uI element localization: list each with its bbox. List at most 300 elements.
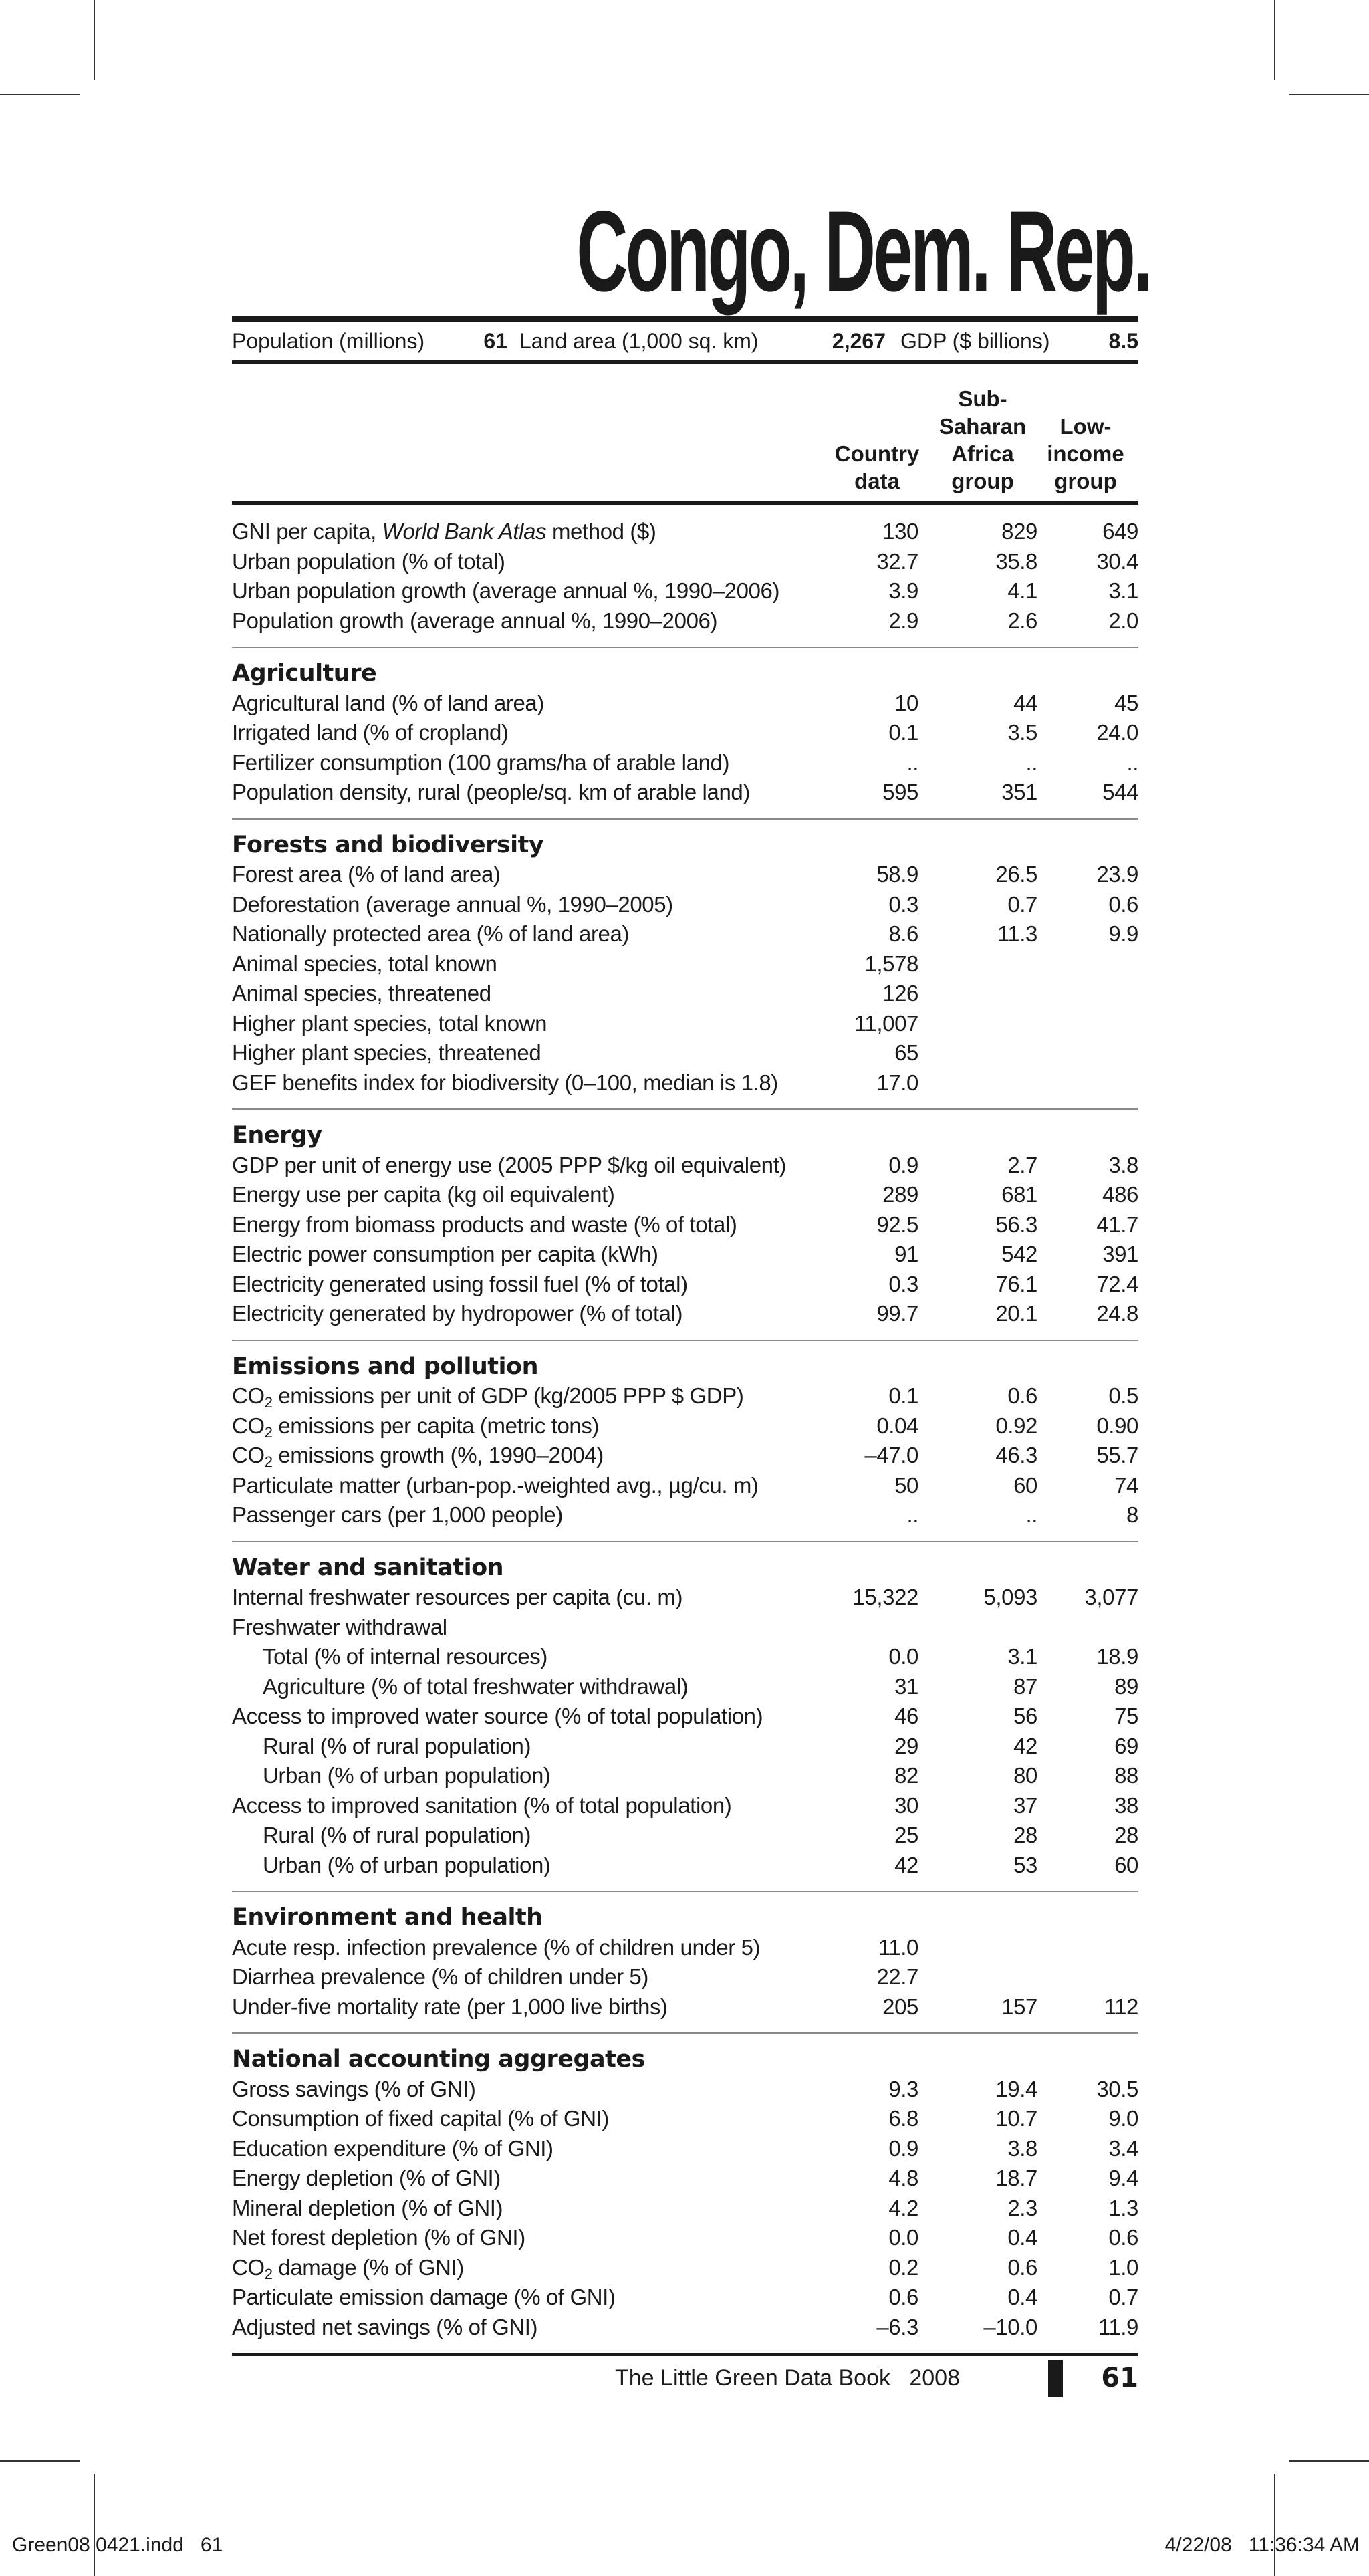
row-label-text-after: emissions growth (%, 1990–2004) bbox=[272, 1443, 604, 1468]
section-heading: Forests and biodiversity bbox=[232, 831, 544, 858]
row-label-text: Fertilizer consumption (100 grams/ha of arable land) bbox=[232, 749, 730, 775]
row-label bbox=[232, 1411, 599, 1441]
ssa-value: .. bbox=[1025, 1502, 1037, 1527]
section-heading: National accounting aggregates bbox=[232, 2046, 645, 2073]
country-value: 4.2 bbox=[888, 2195, 918, 2220]
section-heading: Agriculture bbox=[232, 660, 377, 687]
table-row bbox=[232, 1732, 1138, 1762]
row-label bbox=[232, 2163, 501, 2194]
low-income-value: 0.7 bbox=[1108, 2285, 1138, 2309]
table-row bbox=[232, 1851, 1138, 1881]
spacer bbox=[232, 2022, 1138, 2032]
row-label bbox=[232, 979, 491, 1009]
low-income-value: 75 bbox=[1114, 1704, 1138, 1728]
country-value: 0.0 bbox=[888, 1644, 918, 1669]
low-income-value: 23.9 bbox=[1096, 862, 1138, 887]
table-row bbox=[232, 718, 1138, 748]
spacer bbox=[232, 2034, 1138, 2044]
country-value: 25 bbox=[894, 1823, 918, 1847]
table-row bbox=[232, 778, 1138, 808]
low-income-value: 30.4 bbox=[1096, 548, 1138, 574]
row-label-text: Population growth (average annual %, 1990–2006) bbox=[232, 608, 718, 633]
country-value: 32.7 bbox=[876, 548, 918, 574]
low-income-value: 30.5 bbox=[1096, 2076, 1138, 2101]
ssa-value: 53 bbox=[1013, 1852, 1037, 1877]
table-row bbox=[232, 1151, 1138, 1181]
country-value: 29 bbox=[894, 1733, 918, 1758]
low-income-value: 544 bbox=[1102, 780, 1138, 804]
ssa-value: 2.6 bbox=[1007, 608, 1037, 633]
country-value: 91 bbox=[894, 1242, 918, 1266]
ssa-value: 157 bbox=[1001, 1994, 1037, 2019]
table-row bbox=[232, 1299, 1138, 1329]
spacer bbox=[232, 1880, 1138, 1891]
row-label-text: Freshwater withdrawal bbox=[232, 1614, 447, 1639]
table-row bbox=[232, 1702, 1138, 1732]
country-value: 126 bbox=[882, 981, 918, 1006]
row-label-italic: World Bank Atlas bbox=[382, 519, 547, 544]
land-area-value: 2,267 bbox=[832, 328, 886, 353]
low-income-value: 3.1 bbox=[1108, 578, 1138, 603]
book-title: The Little Green Data Book 2008 bbox=[615, 2365, 960, 2391]
low-income-value: .. bbox=[1126, 749, 1138, 775]
row-label-text: Deforestation (average annual %, 1990–2005) bbox=[232, 891, 673, 917]
ssa-value: 60 bbox=[1013, 1472, 1037, 1498]
row-label-text: Nationally protected area (% of land area) bbox=[232, 921, 630, 946]
ssa-value: 0.6 bbox=[1007, 2254, 1037, 2280]
table-row bbox=[232, 1038, 1138, 1068]
table-row bbox=[232, 1613, 1138, 1643]
table-row bbox=[232, 1068, 1138, 1098]
table-row bbox=[232, 2253, 1138, 2283]
low-income-value: 391 bbox=[1102, 1242, 1138, 1266]
row-label-text: Under-five mortality rate (per 1,000 live births) bbox=[232, 1994, 668, 2019]
ssa-value: 18.7 bbox=[995, 2165, 1037, 2190]
row-label-text: Urban (% of urban population) bbox=[263, 1763, 551, 1788]
low-income-value: 0.90 bbox=[1096, 1413, 1138, 1438]
table-row bbox=[232, 576, 1138, 606]
country-value: .. bbox=[906, 1502, 918, 1527]
ssa-value: 19.4 bbox=[995, 2076, 1037, 2101]
spacer bbox=[232, 1892, 1138, 1903]
row-label bbox=[232, 2313, 537, 2343]
table-row bbox=[232, 1009, 1138, 1039]
row-label bbox=[263, 1672, 688, 1702]
table-row bbox=[232, 1791, 1138, 1821]
row-label-text: Particulate emission damage (% of GNI) bbox=[232, 2285, 616, 2309]
low-income-value: 649 bbox=[1102, 519, 1138, 544]
ssa-value: 681 bbox=[1001, 1182, 1037, 1207]
spacer bbox=[232, 505, 1138, 517]
table-row bbox=[232, 1821, 1138, 1851]
low-income-value: 0.6 bbox=[1108, 891, 1138, 917]
row-label bbox=[263, 1851, 551, 1881]
row-label bbox=[263, 1732, 531, 1762]
row-label-text: Diarrhea prevalence (% of children under 5) bbox=[232, 1964, 648, 1989]
ssa-value: 0.7 bbox=[1007, 891, 1037, 917]
country-value: 11,007 bbox=[854, 1010, 918, 1036]
ssa-value: 2.7 bbox=[1007, 1152, 1037, 1177]
row-label-text: Energy depletion (% of GNI) bbox=[232, 2165, 501, 2190]
ssa-value: 10.7 bbox=[995, 2106, 1037, 2131]
row-label bbox=[232, 1583, 682, 1613]
spacer bbox=[232, 1110, 1138, 1121]
row-label bbox=[263, 1821, 531, 1851]
ssa-value: 11.3 bbox=[997, 921, 1037, 946]
table-row bbox=[232, 1411, 1138, 1441]
row-label-text: CO bbox=[232, 1383, 265, 1408]
country-value: 46 bbox=[894, 1704, 918, 1728]
row-label-text: Agricultural land (% of land area) bbox=[232, 690, 544, 715]
crop-mark bbox=[1274, 0, 1275, 80]
row-label bbox=[232, 689, 544, 719]
low-income-value: 18.9 bbox=[1096, 1644, 1138, 1669]
table-row bbox=[232, 1642, 1138, 1672]
gdp-value: 8.5 bbox=[1108, 328, 1138, 353]
country-value: 10 bbox=[894, 690, 918, 715]
row-label-text: Net forest depletion (% of GNI) bbox=[232, 2225, 525, 2250]
ssa-value: 44 bbox=[1013, 690, 1037, 715]
low-income-value: 24.8 bbox=[1096, 1301, 1138, 1326]
table-row bbox=[232, 2223, 1138, 2253]
row-label bbox=[232, 1992, 668, 2022]
crop-mark bbox=[94, 0, 95, 80]
land-area-label: Land area (1,000 sq. km) bbox=[519, 328, 759, 353]
low-income-value: 38 bbox=[1114, 1792, 1138, 1818]
country-value: 0.1 bbox=[888, 720, 918, 745]
section-heading: Water and sanitation bbox=[232, 1554, 504, 1581]
table-row bbox=[232, 2194, 1138, 2224]
ssa-value: 87 bbox=[1013, 1673, 1037, 1699]
row-label bbox=[232, 2282, 616, 2313]
row-label-text: Energy use per capita (kg oil equivalent) bbox=[232, 1182, 615, 1207]
country-value: 130 bbox=[882, 519, 918, 544]
ssa-value: 4.1 bbox=[1007, 578, 1037, 603]
table-row bbox=[232, 1210, 1138, 1240]
row-label bbox=[232, 1299, 682, 1329]
ssa-value: 351 bbox=[1001, 780, 1037, 804]
table-row bbox=[232, 1471, 1138, 1501]
crop-mark bbox=[94, 2474, 95, 2576]
low-income-value: 0.5 bbox=[1108, 1383, 1138, 1408]
spacer bbox=[232, 2342, 1138, 2353]
row-label bbox=[232, 860, 501, 890]
low-income-value: 9.0 bbox=[1108, 2106, 1138, 2131]
row-label-text: Gross savings (% of GNI) bbox=[232, 2076, 476, 2101]
row-label bbox=[232, 1500, 563, 1530]
low-income-value: 11.9 bbox=[1098, 2314, 1138, 2339]
row-label bbox=[232, 1240, 658, 1270]
ssa-value: 80 bbox=[1013, 1763, 1037, 1788]
low-income-value: 486 bbox=[1102, 1182, 1138, 1207]
ssa-value: 56.3 bbox=[995, 1211, 1037, 1237]
ssa-value: .. bbox=[1025, 749, 1037, 775]
row-label-text: Higher plant species, total known bbox=[232, 1010, 547, 1036]
page-footer bbox=[615, 2360, 1138, 2397]
low-income-value: 112 bbox=[1104, 1994, 1138, 2019]
table-row bbox=[232, 1441, 1138, 1471]
country-value: 2.9 bbox=[888, 608, 918, 633]
row-label-text-after: emissions per unit of GDP (kg/2005 PPP $ GDP) bbox=[272, 1383, 744, 1408]
row-label bbox=[232, 1270, 688, 1300]
column-headers bbox=[232, 364, 1138, 501]
table-row bbox=[232, 547, 1138, 577]
row-label bbox=[232, 890, 673, 920]
country-value: 0.6 bbox=[888, 2285, 918, 2309]
column-header-ssa: Sub- Saharan Africa group bbox=[939, 386, 1027, 493]
low-income-value: 60 bbox=[1114, 1852, 1138, 1877]
low-income-value: 1.3 bbox=[1108, 2195, 1138, 2220]
row-label bbox=[232, 919, 629, 949]
section-heading: Emissions and pollution bbox=[232, 1353, 538, 1380]
low-income-value: 9.4 bbox=[1108, 2165, 1138, 2190]
table-row bbox=[232, 2282, 1138, 2313]
row-label bbox=[232, 1702, 763, 1732]
country-value: 65 bbox=[894, 1040, 918, 1065]
row-label-text: Electric power consumption per capita (kWh) bbox=[232, 1242, 658, 1266]
row-label bbox=[263, 1642, 547, 1672]
low-income-value: 89 bbox=[1114, 1673, 1138, 1699]
row-label-text: Adjusted net savings (% of GNI) bbox=[232, 2314, 538, 2339]
low-income-value: 2.0 bbox=[1108, 608, 1138, 633]
country-value: 30 bbox=[894, 1792, 918, 1818]
country-value: 0.04 bbox=[876, 1413, 918, 1438]
ssa-value: 42 bbox=[1013, 1733, 1037, 1758]
row-label bbox=[232, 1613, 447, 1643]
row-label bbox=[232, 1068, 778, 1098]
row-label bbox=[232, 2253, 464, 2283]
table-row bbox=[232, 606, 1138, 636]
table-row bbox=[232, 1270, 1138, 1300]
row-label-text: Energy from biomass products and waste (% of total) bbox=[232, 1211, 737, 1237]
slug-timestamp: 4/22/08 11:36:34 AM bbox=[1164, 2534, 1360, 2556]
country-value: 92.5 bbox=[876, 1211, 918, 1237]
table-row bbox=[232, 2313, 1138, 2343]
country-value: 0.2 bbox=[888, 2254, 918, 2280]
low-income-value: 3,077 bbox=[1084, 1585, 1138, 1609]
low-income-value: 72.4 bbox=[1096, 1271, 1138, 1296]
row-label-text: GDP per unit of energy use (2005 PPP $/kg oil equivalent) bbox=[232, 1152, 786, 1177]
table-row bbox=[232, 2104, 1138, 2134]
row-label-text-after: method ($) bbox=[546, 519, 656, 544]
spacer bbox=[232, 636, 1138, 647]
row-label-text-after: damage (% of GNI) bbox=[272, 2254, 464, 2280]
table-row bbox=[232, 1500, 1138, 1530]
country-value: 58.9 bbox=[876, 862, 918, 887]
ssa-value: 0.6 bbox=[1007, 1383, 1037, 1408]
low-income-value: 45 bbox=[1114, 690, 1138, 715]
table-row bbox=[232, 860, 1138, 890]
country-value: 0.3 bbox=[888, 891, 918, 917]
table-row bbox=[232, 979, 1138, 1009]
country-value: 0.3 bbox=[888, 1271, 918, 1296]
section-heading: Energy bbox=[232, 1122, 322, 1149]
row-label bbox=[232, 2194, 503, 2224]
ssa-value: 829 bbox=[1001, 519, 1037, 544]
low-income-value: 74 bbox=[1114, 1472, 1138, 1498]
crop-mark bbox=[1289, 2460, 1369, 2462]
row-label-text: Animal species, total known bbox=[232, 951, 497, 976]
spacer bbox=[232, 1329, 1138, 1340]
country-value: 82 bbox=[894, 1763, 918, 1788]
country-value: 8.6 bbox=[888, 921, 918, 946]
low-income-value: 55.7 bbox=[1096, 1443, 1138, 1468]
row-label-text: Passenger cars (per 1,000 people) bbox=[232, 1502, 563, 1527]
table-row bbox=[232, 949, 1138, 979]
row-label-text: CO bbox=[232, 2254, 265, 2280]
slug-file: Green08 0421.indd 61 bbox=[12, 2534, 223, 2556]
spacer bbox=[232, 1530, 1138, 1541]
population-label: Population (millions) bbox=[232, 328, 425, 353]
country-value: 0.1 bbox=[888, 1383, 918, 1408]
table-row bbox=[232, 2163, 1138, 2194]
column-header-country: Country data bbox=[834, 441, 920, 493]
footer-bar bbox=[1048, 2360, 1063, 2397]
row-label bbox=[232, 718, 509, 748]
row-label-text: Access to improved sanitation (% of total population) bbox=[232, 1792, 732, 1818]
row-label-text: Forest area (% of land area) bbox=[232, 862, 501, 887]
country-value: .. bbox=[906, 749, 918, 775]
indicator-table bbox=[232, 505, 1138, 2356]
low-income-value: 69 bbox=[1114, 1733, 1138, 1758]
ssa-value: 20.1 bbox=[995, 1301, 1037, 1326]
title-rule bbox=[232, 316, 1138, 322]
row-label bbox=[232, 778, 750, 808]
row-label-text: Urban population growth (average annual %, 1990–2006) bbox=[232, 578, 780, 603]
country-value: 205 bbox=[882, 1994, 918, 2019]
crop-mark bbox=[1274, 2474, 1275, 2576]
row-label bbox=[232, 2104, 609, 2134]
ssa-value: 0.4 bbox=[1007, 2285, 1037, 2309]
row-label-text: Urban population (% of total) bbox=[232, 548, 505, 574]
table-row bbox=[232, 1933, 1138, 1963]
row-label-text: Access to improved water source (% of total population) bbox=[232, 1704, 763, 1728]
gdp-label: GDP ($ billions) bbox=[900, 328, 1050, 353]
country-value: 42 bbox=[894, 1852, 918, 1877]
ssa-value: 542 bbox=[1001, 1242, 1037, 1266]
ssa-value: 35.8 bbox=[995, 548, 1037, 574]
country-value: 9.3 bbox=[888, 2076, 918, 2101]
table-row bbox=[232, 1583, 1138, 1613]
table-row bbox=[232, 517, 1138, 547]
row-label-text: GNI per capita, bbox=[232, 519, 382, 544]
country-value: 11.0 bbox=[878, 1934, 918, 1960]
row-label-subscript: 2 bbox=[264, 2265, 273, 2282]
country-value: 99.7 bbox=[876, 1301, 918, 1326]
row-label bbox=[232, 1009, 547, 1039]
section-heading: Environment and health bbox=[232, 1904, 543, 1931]
table-row bbox=[232, 689, 1138, 719]
row-label bbox=[232, 606, 717, 636]
country-value: 0.9 bbox=[888, 2135, 918, 2161]
table-row bbox=[232, 2075, 1138, 2105]
row-label-subscript: 2 bbox=[264, 1453, 273, 1470]
country-value: 289 bbox=[882, 1182, 918, 1207]
row-label-text: Consumption of fixed capital (% of GNI) bbox=[232, 2106, 609, 2131]
low-income-value: 8 bbox=[1126, 1502, 1138, 1527]
row-label bbox=[232, 748, 729, 778]
ssa-value: 3.1 bbox=[1007, 1644, 1037, 1669]
ssa-value: 0.4 bbox=[1007, 2225, 1037, 2250]
row-label-text: Urban (% of urban population) bbox=[263, 1852, 551, 1877]
row-label bbox=[232, 2134, 553, 2164]
crop-mark bbox=[0, 94, 80, 95]
country-value: 50 bbox=[894, 1472, 918, 1498]
row-label bbox=[232, 1962, 648, 1992]
ssa-value: 3.5 bbox=[1007, 720, 1037, 745]
row-label-text: CO bbox=[232, 1443, 265, 1468]
row-label-text: GEF benefits index for biodiversity (0–100, median is 1.8) bbox=[232, 1070, 778, 1095]
low-income-value: 88 bbox=[1114, 1763, 1138, 1788]
table-row bbox=[232, 1761, 1138, 1791]
country-value: –47.0 bbox=[864, 1443, 918, 1468]
low-income-value: 41.7 bbox=[1096, 1211, 1138, 1237]
table-row bbox=[232, 1381, 1138, 1411]
crop-mark bbox=[1289, 94, 1369, 95]
ssa-value: 5,093 bbox=[983, 1585, 1037, 1609]
ssa-value: 46.3 bbox=[995, 1443, 1037, 1468]
spacer bbox=[232, 1341, 1138, 1352]
country-value: 1,578 bbox=[864, 951, 918, 976]
country-value: 17.0 bbox=[876, 1070, 918, 1095]
spacer bbox=[232, 1542, 1138, 1553]
row-label bbox=[232, 1471, 759, 1501]
table-bottom-rule bbox=[232, 2353, 1138, 2356]
row-label-text: Rural (% of rural population) bbox=[263, 1823, 531, 1847]
spacer bbox=[232, 820, 1138, 830]
row-label-text: Electricity generated using fossil fuel (% of total) bbox=[232, 1271, 688, 1296]
country-value: –6.3 bbox=[876, 2314, 918, 2339]
low-income-value: 9.9 bbox=[1108, 921, 1138, 946]
country-value: 22.7 bbox=[876, 1964, 918, 1989]
table-row bbox=[232, 1962, 1138, 1992]
country-value: 3.9 bbox=[888, 578, 918, 603]
country-value: 6.8 bbox=[888, 2106, 918, 2131]
row-label-subscript: 2 bbox=[264, 1394, 273, 1411]
spacer bbox=[232, 808, 1138, 818]
crop-mark bbox=[0, 2460, 80, 2462]
spacer bbox=[232, 1098, 1138, 1108]
country-value: 31 bbox=[894, 1673, 918, 1699]
row-label-text: CO bbox=[232, 1413, 265, 1438]
summary-bar bbox=[232, 322, 1138, 360]
row-label bbox=[232, 1441, 604, 1471]
row-label bbox=[232, 2223, 525, 2253]
spacer bbox=[232, 648, 1138, 659]
row-label bbox=[232, 1151, 786, 1181]
row-label bbox=[263, 1761, 551, 1791]
data-sheet bbox=[232, 187, 1151, 2356]
row-label bbox=[232, 2075, 476, 2105]
row-label bbox=[232, 1933, 760, 1963]
country-value: 15,322 bbox=[852, 1585, 918, 1609]
table-row bbox=[232, 1672, 1138, 1702]
ssa-value: 37 bbox=[1013, 1792, 1037, 1818]
table-row bbox=[232, 1180, 1138, 1210]
row-label-text: Rural (% of rural population) bbox=[263, 1733, 531, 1758]
country-value: 595 bbox=[882, 780, 918, 804]
population-value: 61 bbox=[483, 328, 507, 353]
table-row bbox=[232, 1992, 1138, 2022]
low-income-value: 3.8 bbox=[1108, 1152, 1138, 1177]
ssa-value: 76.1 bbox=[995, 1271, 1037, 1296]
row-label-text: Acute resp. infection prevalence (% of children under 5) bbox=[232, 1934, 761, 1960]
row-label-text: Education expenditure (% of GNI) bbox=[232, 2135, 553, 2161]
table-row bbox=[232, 890, 1138, 920]
row-label-text: Higher plant species, threatened bbox=[232, 1040, 541, 1065]
row-label-subscript: 2 bbox=[264, 1423, 273, 1441]
ssa-value: 2.3 bbox=[1007, 2195, 1037, 2220]
